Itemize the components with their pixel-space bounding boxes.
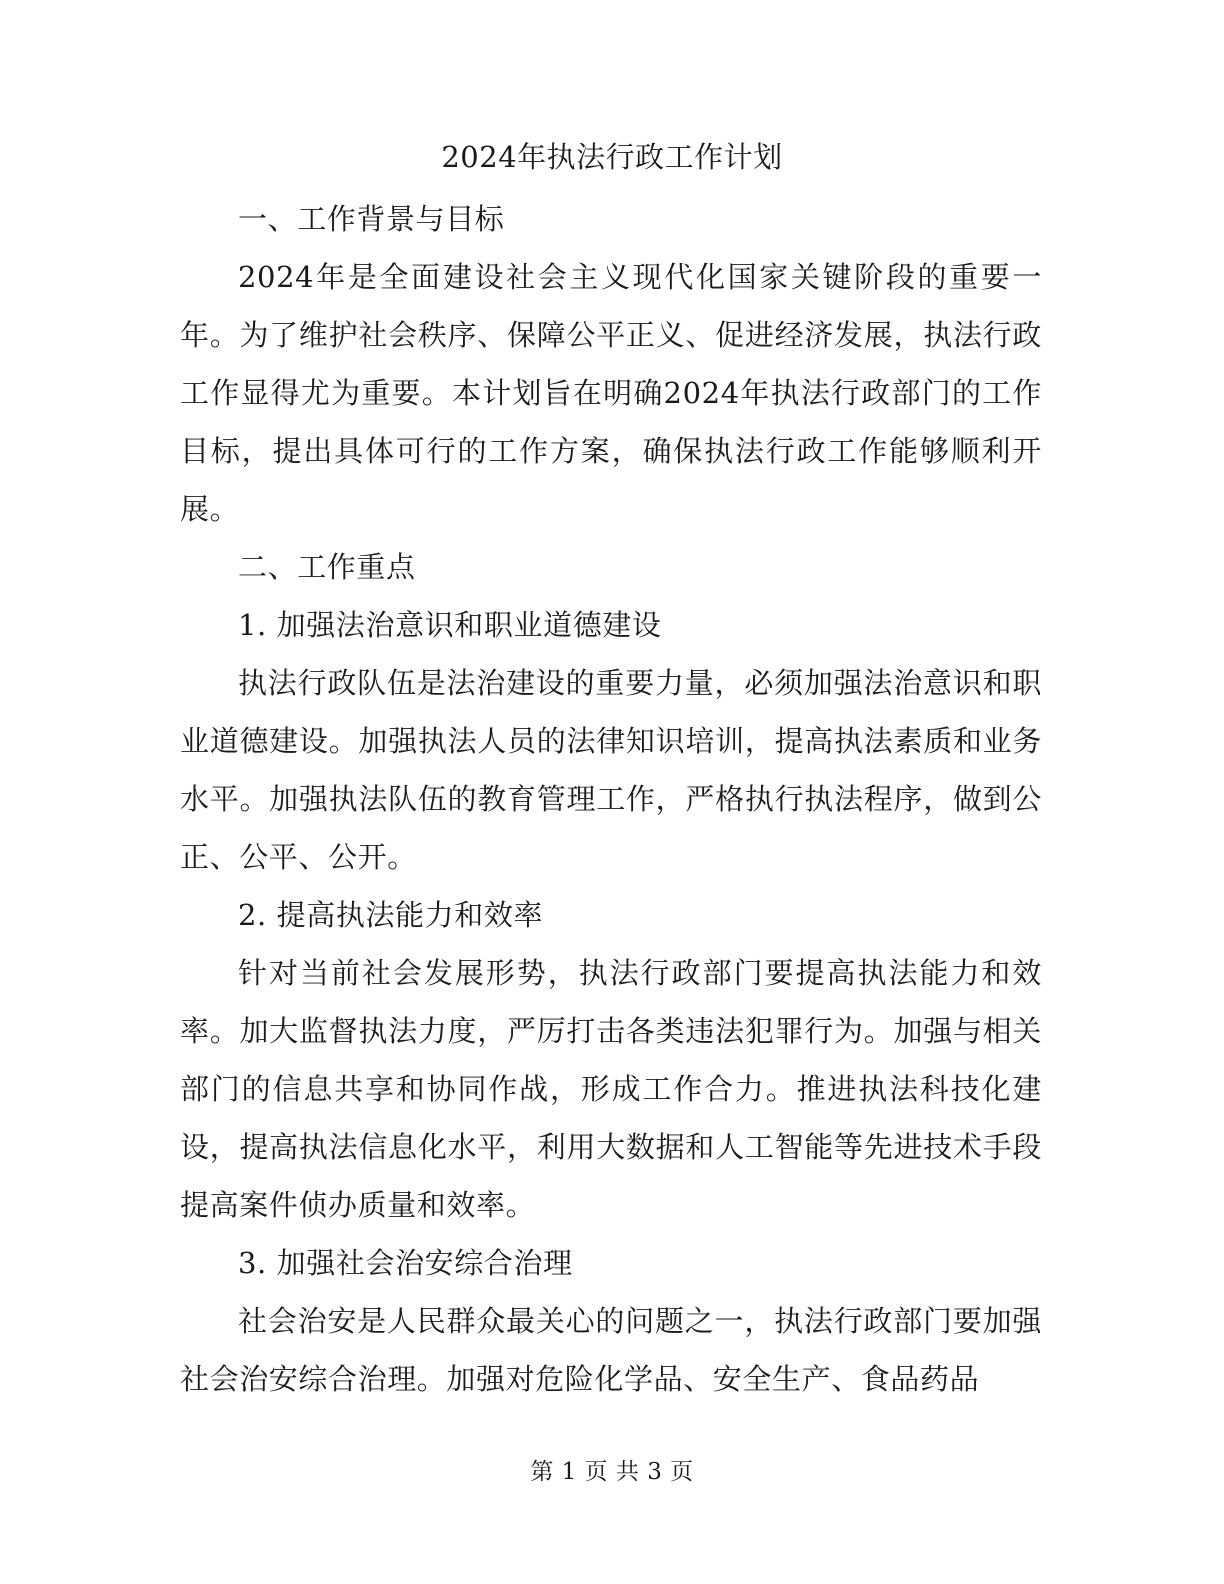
paragraph-rule-of-law: 执法行政队伍是法治建设的重要力量，必须加强法治意识和职业道德建设。加强执法人员的法律知识培训，提高执法素质和业务水平。加强执法队伍的教育管理工作，严格执行执法程序，做到公正、公平、公开。 [180, 666, 1042, 874]
section-heading-focus: 二、工作重点 [238, 550, 416, 584]
page-number-footer: 第 1 页 共 3 页 [530, 1459, 694, 1485]
subheading-public-security: 3. 加强社会治安综合治理 [238, 1246, 573, 1280]
paragraph-efficiency: 针对当前社会发展形势，执法行政部门要提高执法能力和效率。加大监督执法力度，严厉打击各类违法犯罪行为。加强与相关部门的信息共享和协同作战，形成工作合力。推进执法科技化建设，提高执法信息化水平，利用大数据和人工智能等先进技术手段提高案件侦办质量和效率。 [180, 956, 1042, 1222]
section-heading-background: 一、工作背景与目标 [238, 202, 505, 236]
paragraph-background: 2024年是全面建设社会主义现代化国家关键阶段的重要一年。为了维护社会秩序、保障公平正义、促进经济发展，执法行政工作显得尤为重要。本计划旨在明确2024年执法行政部门的工作目标，提出具体可行的工作方案，确保执法行政工作能够顺利开展。 [180, 260, 1042, 526]
subheading-rule-of-law: 1. 加强法治意识和职业道德建设 [238, 608, 662, 642]
subheading-efficiency: 2. 提高执法能力和效率 [238, 898, 544, 932]
document-body [180, 190, 1042, 1408]
document-title: 2024年执法行政工作计划 [441, 140, 783, 174]
paragraph-public-security: 社会治安是人民群众最关心的问题之一，执法行政部门要加强社会治安综合治理。加强对危险化学品、安全生产、食品药品 [180, 1304, 1042, 1396]
